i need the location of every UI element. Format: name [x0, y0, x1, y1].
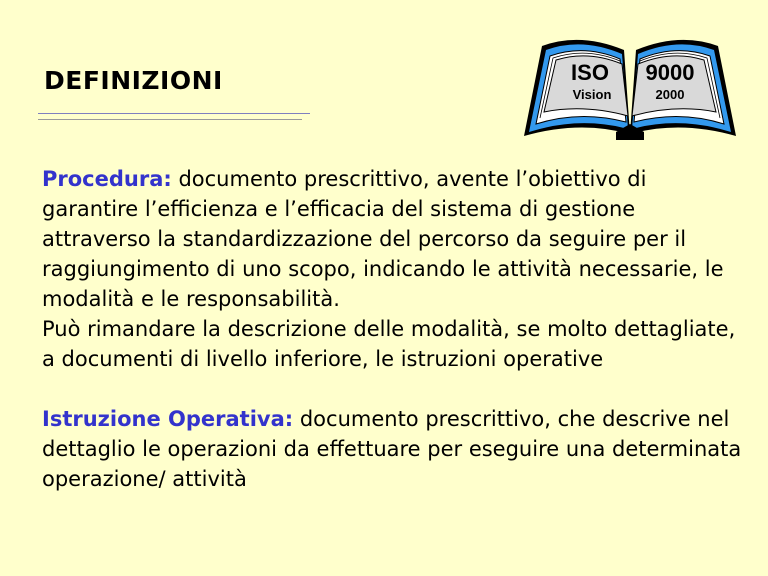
- iso-9000-book-logo: [520, 28, 740, 146]
- definition-term: Istruzione Operativa:: [42, 407, 294, 431]
- definition-paragraph: Può rimandare la descrizione delle modalità, se molto dettagliate, a documenti di livello inferiore, le istruzioni operative: [42, 317, 736, 371]
- definitions-body: [42, 164, 742, 494]
- definition-paragraph: [42, 164, 742, 314]
- definition-procedura: [42, 164, 742, 374]
- logo-number-text: 9000: [645, 60, 695, 85]
- logo-year-text: 2000: [655, 87, 685, 102]
- definition-istruzione-operativa: [42, 404, 742, 494]
- title-underline-shadow: [38, 119, 302, 120]
- title-underline: [38, 113, 310, 114]
- definition-text: documento prescrittivo, che descrive nel dettaglio le operazioni da effettuare per eseguire una determinata operazione/ attività: [42, 407, 742, 491]
- definition-term: Procedura:: [42, 167, 172, 191]
- slide-title: DEFINIZIONI: [44, 66, 223, 95]
- definition-paragraph: [42, 404, 742, 494]
- logo-iso-text: ISO: [571, 60, 609, 85]
- definition-text: documento prescrittivo, avente l’obiettivo di garantire l’efficienza e l’efficacia del sistema di gestione attraverso la standardizzazione del percorso da seguire per il raggiungimento di uno scopo, indicando le attività necessarie, le modalità e le responsabilità.: [42, 167, 724, 311]
- logo-vision-text: Vision: [572, 87, 612, 102]
